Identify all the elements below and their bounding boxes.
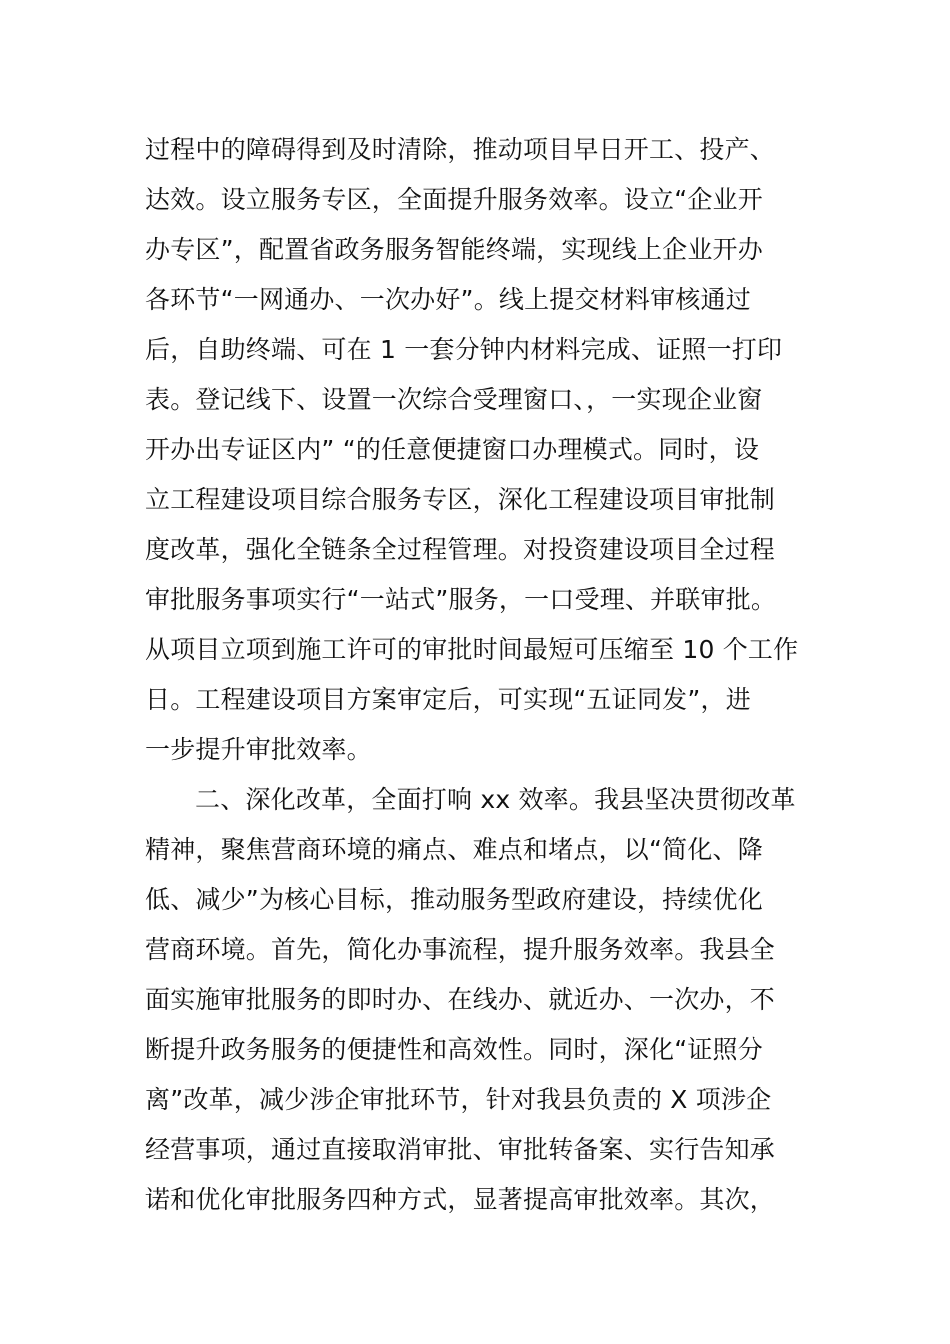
text-line: 过程中的障碍得到及时清除，推动项目早日开工、投产、 bbox=[145, 135, 776, 164]
text-line: 各环节“一网通办、一次办好”。线上提交材料审核通过 bbox=[145, 285, 751, 314]
text-line: 从项目立项到施工许可的审批时间最短可压缩至 10 个工作 bbox=[145, 635, 799, 664]
text-line: 离”改革，减少涉企审批环节，针对我县负责的 X 项涉企 bbox=[145, 1085, 772, 1114]
section-heading-line: 二、深化改革，全面打响 xx 效率。我县坚决贯彻改革 bbox=[195, 785, 796, 814]
text-line: 审批服务事项实行“一站式”服务，一口受理、并联审批。 bbox=[145, 585, 777, 614]
text-line: 后，自助终端、可在 1 一套分钟内材料完成、证照一打印 bbox=[145, 335, 783, 364]
text-line: 开办出专证区内” “的任意便捷窗口办理模式。同时，设 bbox=[145, 435, 760, 464]
text-line: 面实施审批服务的即时办、在线办、就近办、一次办，不 bbox=[145, 985, 776, 1014]
text-line: 经营事项，通过直接取消审批、审批转备案、实行告知承 bbox=[145, 1135, 776, 1164]
text-line: 表。登记线下、设置一次综合受理窗口、，一实现企业窗 bbox=[145, 385, 763, 414]
text-line: 低、减少”为核心目标，推动服务型政府建设，持续优化 bbox=[145, 885, 763, 914]
text-line: 诺和优化审批服务四种方式，显著提高审批效率。其次， bbox=[145, 1185, 776, 1214]
text-line: 度改革，强化全链条全过程管理。对投资建设项目全过程 bbox=[145, 535, 776, 564]
text-line: 一步提升审批效率。 bbox=[145, 735, 372, 764]
text-line: 立工程建设项目综合服务专区，深化工程建设项目审批制 bbox=[145, 485, 776, 514]
text-line: 断提升政务服务的便捷性和高效性。同时，深化“证照分 bbox=[145, 1035, 763, 1064]
text-line: 达效。设立服务专区，全面提升服务效率。设立“企业开 bbox=[145, 185, 763, 214]
text-line: 日。工程建设项目方案审定后，可实现“五证同发”，进 bbox=[145, 685, 751, 714]
text-line: 精神，聚焦营商环境的痛点、难点和堵点，以“简化、降 bbox=[145, 835, 763, 864]
text-line: 办专区”，配置省政务服务智能终端，实现线上企业开办 bbox=[145, 235, 763, 264]
text-line: 营商环境。首先，简化办事流程，提升服务效率。我县全 bbox=[145, 935, 776, 964]
